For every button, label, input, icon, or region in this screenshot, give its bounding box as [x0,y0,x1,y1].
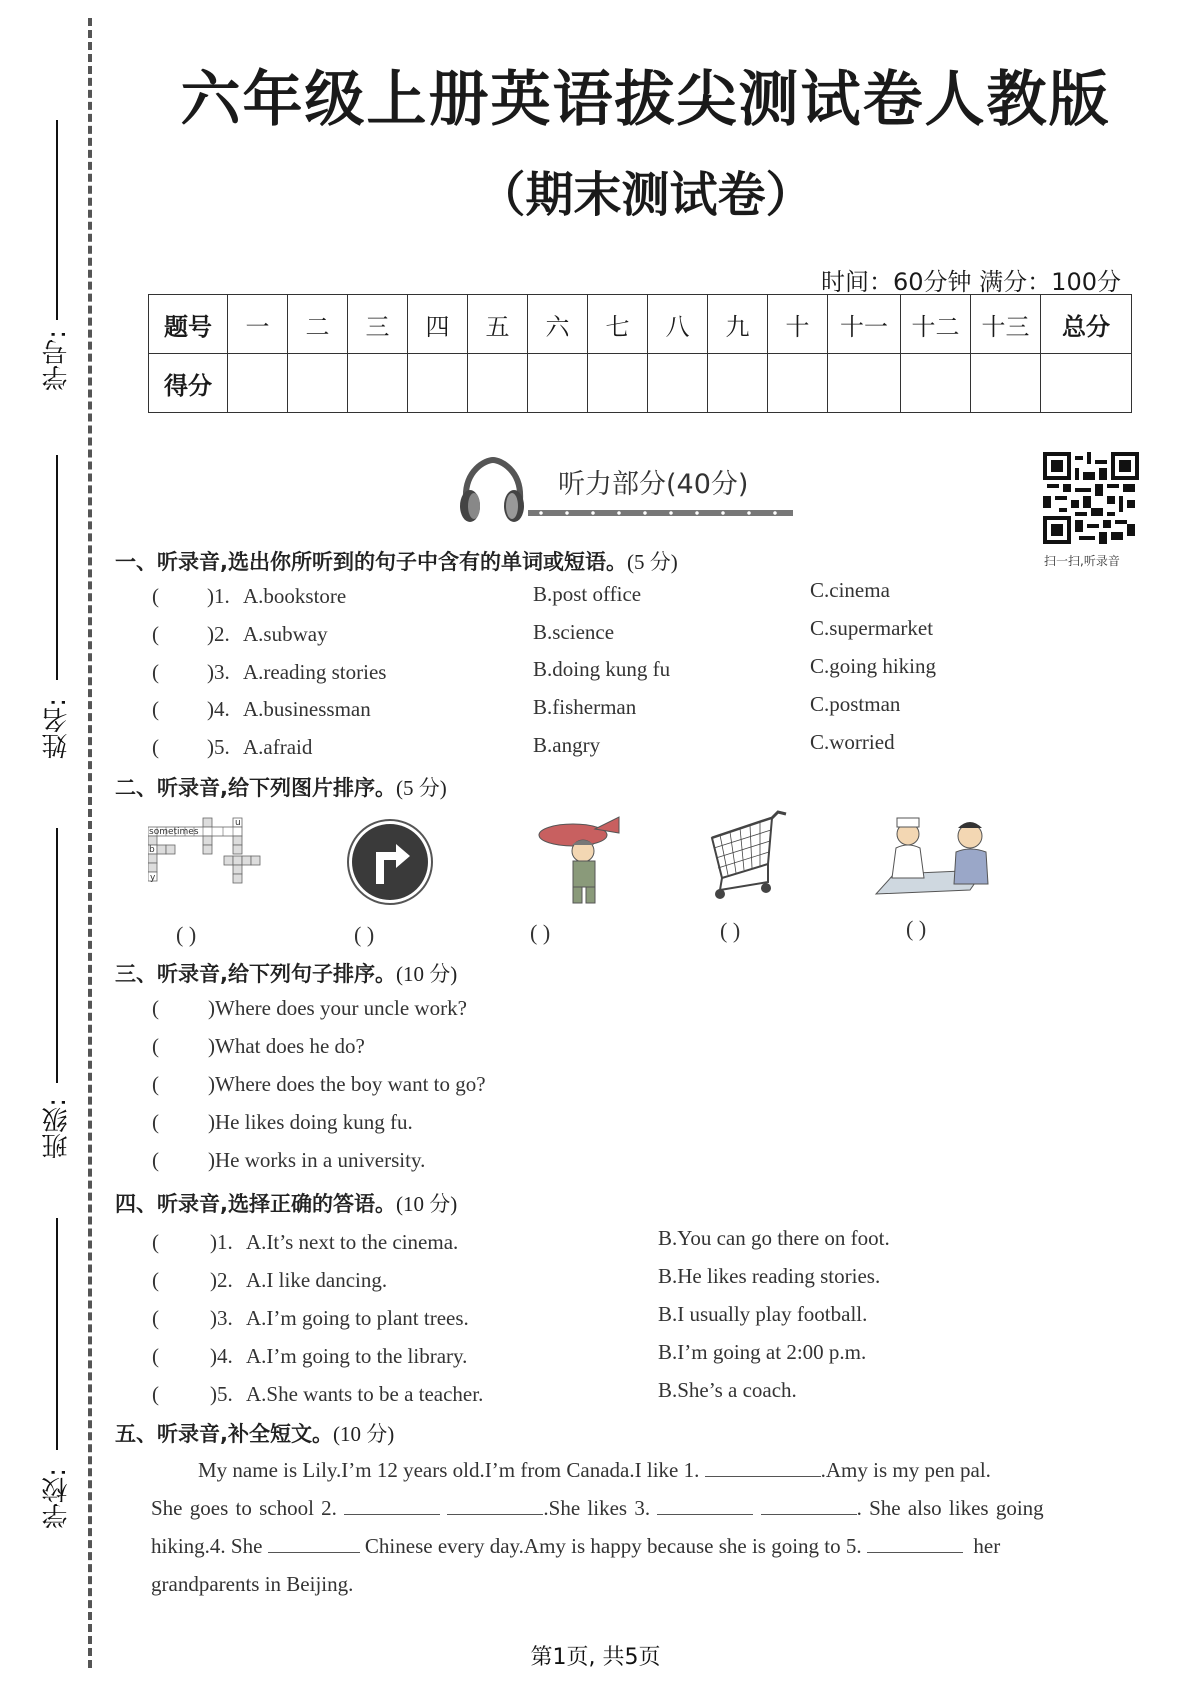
item-number: )4. [207,697,230,721]
item-number: )5. [207,735,230,759]
section-4-points: (10 分) [395,1192,458,1216]
section-3-points: (10 分) [395,962,458,986]
shopping-cart-picture [706,808,790,906]
name-line [56,455,58,680]
pilot-picture [535,815,631,911]
score-row [149,354,1132,413]
answer-bracket[interactable]: ( [152,1306,159,1330]
listening-section-heading: 听力部分(40分) [558,469,749,500]
blank-4[interactable] [268,1534,360,1553]
column-header-total: 总分 [1041,295,1132,354]
section-3-instruction: 三、听录音,给下列句子排序。 [115,962,396,986]
option-b: B.fisherman [533,695,637,719]
section-2-title [115,772,447,802]
section-4-instruction: 四、听录音,选择正确的答语。 [115,1192,396,1216]
score-cell[interactable] [528,354,588,413]
column-header: 十一 [828,295,901,354]
score-cell-total[interactable] [1041,354,1132,413]
column-header: 三 [348,295,408,354]
page-number: 第1页, 共5页 [530,1645,661,1670]
column-header: 八 [648,295,708,354]
doctor-and-boy-picture [874,814,1000,902]
answer-bracket[interactable]: ( [152,1268,159,1292]
blank-1[interactable] [705,1458,821,1477]
score-cell[interactable] [648,354,708,413]
section-1-points: (5 分) [626,550,678,574]
blank-3a[interactable] [657,1496,753,1515]
item-number: )1. [207,584,230,608]
score-cell[interactable] [408,354,468,413]
option-a: A.reading stories [243,660,387,684]
blank-3b[interactable] [761,1496,857,1515]
section-2-instruction: 二、听录音,给下列图片排序。 [115,776,396,800]
school-label: 学校: [42,1468,72,1529]
item-number: )2. [207,622,230,646]
score-cell[interactable] [768,354,828,413]
svg-text:b: b [149,845,155,855]
passage-text: My name is Lily.I’m 12 years old.I’m from Canada.I like 1. [198,1458,700,1482]
passage-text: .She likes 3. [543,1496,651,1520]
passage-line-3 [151,1534,1000,1559]
section-1-title [115,546,678,576]
passage-text: She goes to school 2. [151,1496,337,1520]
page-title: 六年级上册英语拔尖测试卷人教版 [180,65,1111,135]
column-header: 一 [228,295,288,354]
answer-bracket[interactable]: ( [152,1034,159,1058]
passage-line-4: grandparents in Beijing. [151,1572,354,1596]
blank-2b[interactable] [447,1496,543,1515]
column-header: 七 [588,295,648,354]
option-b: B.I’m going at 2:00 p.m. [658,1340,867,1364]
crossword-picture [148,816,278,900]
headphones-icon [456,456,530,528]
score-cell[interactable] [901,354,971,413]
option-a: A.It’s next to the cinema. [246,1230,459,1254]
passage-text: Chinese every day.Amy is happy because she is going to 5. [364,1534,862,1558]
score-cell[interactable] [468,354,528,413]
class-line [56,828,58,1083]
picture-answer-bracket[interactable]: ( ) [354,922,375,947]
option-b: B.You can go there on foot. [658,1226,890,1250]
name-label: 姓名: [42,698,72,759]
decorative-dotted-bar [528,510,793,516]
score-cell[interactable] [971,354,1041,413]
section-3-title [115,958,457,988]
row-header: 得分 [149,354,228,413]
passage-text: . She also likes going [856,1496,1044,1520]
score-cell[interactable] [288,354,348,413]
exam-meta: 时间：60分钟 满分：100分 [821,268,1121,296]
picture-answer-bracket[interactable]: ( ) [530,920,551,945]
sentence-item: )Where does your uncle work? [208,996,467,1020]
answer-bracket[interactable]: ( [152,1072,159,1096]
question-number-row [149,295,1132,354]
section-1-instruction: 一、听录音,选出你所听到的句子中含有的单词或短语。 [115,550,627,574]
option-a: A.subway [243,622,328,646]
option-b: B.angry [533,733,601,757]
item-number: )3. [207,660,230,684]
option-a: A.I like dancing. [246,1268,388,1292]
item-number: )3. [210,1306,233,1330]
item-number: )2. [210,1268,233,1292]
column-header: 十二 [901,295,971,354]
answer-bracket[interactable]: ( [152,584,159,608]
crossword-word: sometimes [149,827,199,837]
picture-answer-bracket[interactable]: ( ) [720,918,741,943]
answer-bracket[interactable]: ( [152,1344,159,1368]
answer-bracket[interactable]: ( [152,660,159,684]
column-header: 九 [708,295,768,354]
turn-right-sign-picture [346,818,434,910]
sentence-item: )What does he do? [208,1034,365,1058]
answer-bracket[interactable]: ( [152,1382,159,1406]
row-header: 题号 [149,295,228,354]
sentence-item: )Where does the boy want to go? [208,1072,486,1096]
column-header: 二 [288,295,348,354]
school-line [56,1218,58,1450]
answer-bracket[interactable]: ( [152,1148,159,1172]
student-id-label: 学号: [42,330,72,391]
page-subtitle: （期末测试卷） [477,167,814,223]
picture-answer-bracket[interactable]: ( ) [906,916,927,941]
item-number: )1. [210,1230,233,1254]
section-5-instruction: 五、听录音,补全短文。 [115,1422,333,1446]
option-b: B.She’s a coach. [658,1378,797,1402]
option-b: B.doing kung fu [533,657,671,681]
answer-bracket[interactable]: ( [152,622,159,646]
option-a: A.I’m going to plant trees. [246,1306,469,1330]
option-a: A.She wants to be a teacher. [246,1382,484,1406]
score-table [148,294,1132,413]
score-cell[interactable] [708,354,768,413]
column-header: 四 [408,295,468,354]
column-header: 六 [528,295,588,354]
passage-text: .Amy is my pen pal. [820,1458,991,1482]
sentence-item: )He likes doing kung fu. [208,1110,413,1134]
answer-bracket[interactable]: ( [152,1110,159,1134]
score-cell[interactable] [228,354,288,413]
passage-text: hiking.4. She [151,1534,263,1558]
score-cell[interactable] [828,354,901,413]
column-header: 十 [768,295,828,354]
column-header: 十三 [971,295,1041,354]
picture-answer-bracket[interactable]: ( ) [176,922,197,947]
option-a: A.afraid [243,735,313,759]
score-cell[interactable] [588,354,648,413]
section-5-title [115,1418,394,1448]
section-5-points: (10 分) [332,1422,395,1446]
blank-5[interactable] [867,1534,963,1553]
passage-text: her [973,1534,1001,1558]
option-c: C.supermarket [810,616,934,640]
option-a: A.businessman [243,697,371,721]
option-b: B.He likes reading stories. [658,1264,881,1288]
class-label: 班级: [42,1098,72,1159]
column-header: 五 [468,295,528,354]
answer-bracket[interactable]: ( [152,735,159,759]
answer-bracket[interactable]: ( [152,697,159,721]
binding-dashed-line [88,18,92,1668]
svg-text:u: u [235,818,241,828]
option-a: A.bookstore [243,584,347,608]
passage-line-2 [151,1496,1044,1521]
qr-caption: 扫一扫,听录音 [1044,554,1120,568]
answer-bracket[interactable]: ( [152,996,159,1020]
sentence-item: )He works in a university. [208,1148,426,1172]
passage-line-1 [198,1458,991,1483]
option-c: C.going hiking [810,654,937,678]
item-number: )5. [210,1382,233,1406]
item-number: )4. [210,1344,233,1368]
answer-bracket[interactable]: ( [152,1230,159,1254]
option-c: C.cinema [810,578,890,602]
option-b: B.science [533,620,615,644]
qr-code-icon[interactable] [1043,452,1139,544]
score-cell[interactable] [348,354,408,413]
option-c: C.worried [810,730,895,754]
section-4-title [115,1188,457,1218]
option-b: B.post office [533,582,642,606]
option-c: C.postman [810,692,901,716]
blank-2a[interactable] [344,1496,440,1515]
option-a: A.I’m going to the library. [246,1344,468,1368]
svg-text:y: y [150,873,156,883]
option-b: B.I usually play football. [658,1302,868,1326]
section-2-points: (5 分) [395,776,447,800]
